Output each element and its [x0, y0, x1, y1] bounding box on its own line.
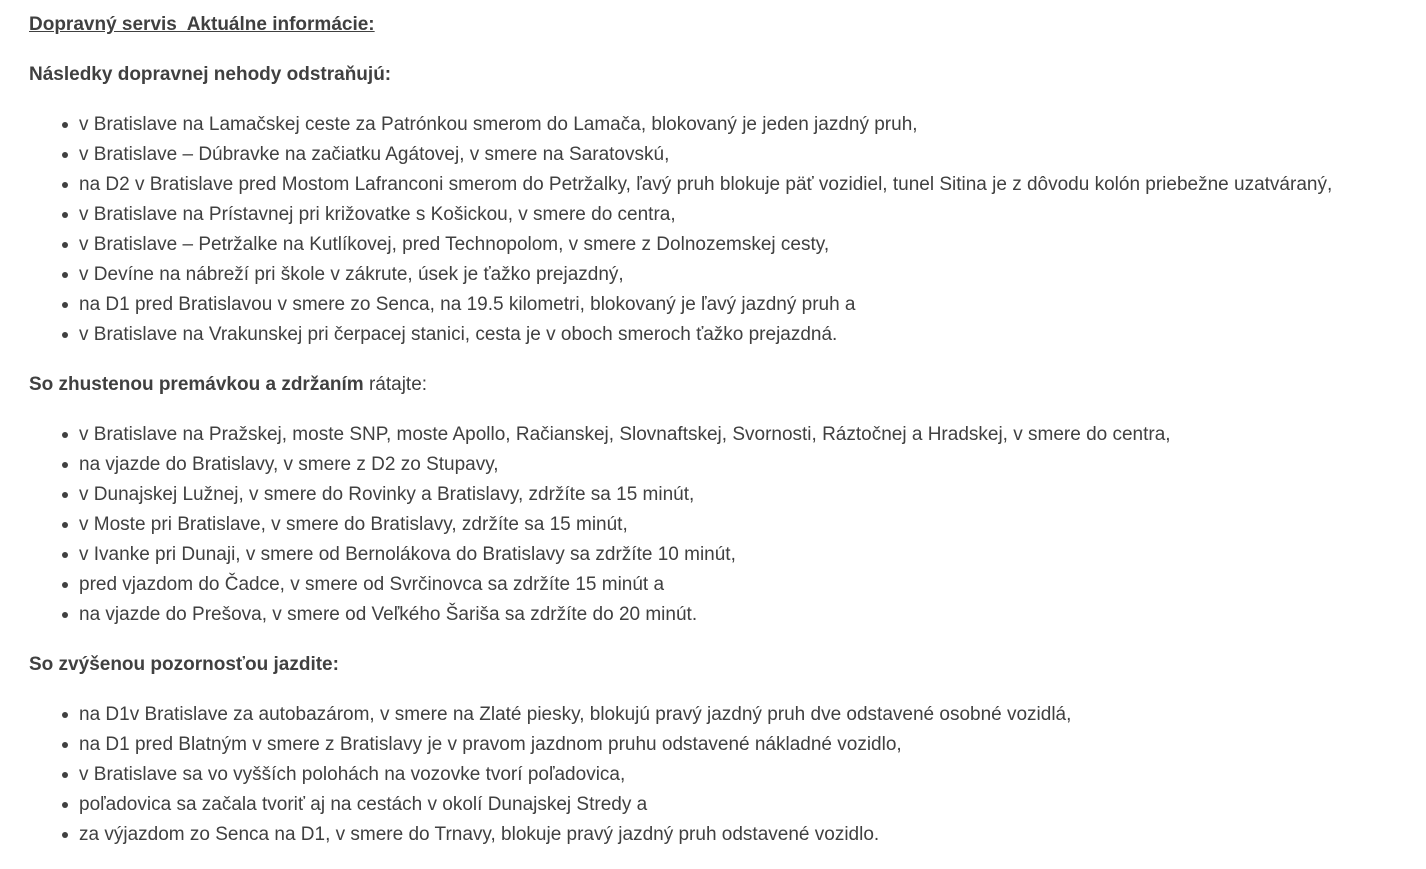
- list-item: [0, 420, 1171, 450]
- list-item: [0, 230, 1332, 260]
- bullet-icon: [62, 712, 68, 718]
- list-item-text: v Bratislave na Prístavnej pri križovatke s Košickou, v smere do centra,: [79, 204, 676, 225]
- list-item-text: na vjazde do Bratislavy, v smere z D2 zo Stupavy,: [79, 454, 499, 475]
- list-item-text: na D1v Bratislave za autobazárom, v smere na Zlaté piesky, blokujú pravý jazdný pruh dve odstavené osobné vozidlá,: [79, 704, 1072, 725]
- bullet-icon: [62, 332, 68, 338]
- list-item: [0, 170, 1332, 200]
- list-item-text: na vjazde do Prešova, v smere od Veľkého Šariša sa zdržíte do 20 minút.: [79, 604, 698, 625]
- section-heading-text: So zvýšenou pozornosťou jazdite:: [29, 654, 339, 675]
- bullet-icon: [62, 612, 68, 618]
- list-item-text: za výjazdom zo Senca na D1, v smere do Trnavy, blokuje pravý jazdný pruh odstavené vozidlo.: [79, 824, 880, 845]
- list-item: [0, 730, 1071, 760]
- list-item: [0, 760, 1071, 790]
- accidents-list: [0, 110, 1332, 350]
- bullet-icon: [62, 832, 68, 838]
- list-item: [0, 540, 1171, 570]
- section-heading-congestion: [29, 372, 427, 398]
- list-item-text: poľadovica sa začala tvoriť aj na cestách v okolí Dunajskej Stredy a: [79, 794, 648, 815]
- list-item-text: v Moste pri Bratislave, v smere do Bratislavy, zdržíte sa 15 minút,: [79, 514, 628, 535]
- bullet-icon: [62, 302, 68, 308]
- list-item-text: v Bratislave sa vo vyšších polohách na vozovke tvorí poľadovica,: [79, 764, 626, 785]
- list-item-text: v Bratislave – Dúbravke na začiatku Agátovej, v smere na Saratovskú,: [79, 144, 670, 165]
- section-heading-caution: [29, 652, 339, 678]
- bullet-icon: [62, 462, 68, 468]
- congestion-list: [0, 420, 1171, 630]
- bullet-icon: [62, 742, 68, 748]
- bullet-icon: [62, 122, 68, 128]
- list-item: [0, 700, 1071, 730]
- bullet-icon: [62, 212, 68, 218]
- bullet-icon: [62, 242, 68, 248]
- bullet-icon: [62, 772, 68, 778]
- bullet-icon: [62, 582, 68, 588]
- bullet-icon: [62, 492, 68, 498]
- list-item: [0, 600, 1171, 630]
- list-item: [0, 510, 1171, 540]
- list-item-text: v Bratislave na Vrakunskej pri čerpacej stanici, cesta je v oboch smeroch ťažko prejazdná.: [79, 324, 838, 345]
- list-item: [0, 570, 1171, 600]
- list-item: [0, 290, 1332, 320]
- list-item-text: pred vjazdom do Čadce, v smere od Svrčinovca sa zdržíte 15 minút a: [79, 574, 665, 595]
- page-title: Dopravný servis Aktuálne informácie:: [29, 14, 375, 35]
- list-item-text: v Dunajskej Lužnej, v smere do Rovinky a Bratislavy, zdržíte sa 15 minút,: [79, 484, 695, 505]
- list-item: [0, 200, 1332, 230]
- section-heading-suffix: rátajte:: [363, 374, 428, 395]
- list-item: [0, 480, 1171, 510]
- bullet-icon: [62, 152, 68, 158]
- list-item: [0, 110, 1332, 140]
- list-item-text: v Bratislave na Lamačskej ceste za Patrónkou smerom do Lamača, blokovaný je jeden jazdný pruh,: [79, 114, 918, 135]
- section-heading-text: Následky dopravnej nehody odstraňujú:: [29, 64, 392, 85]
- list-item-text: na D2 v Bratislave pred Mostom Lafranconi smerom do Petržalky, ľavý pruh blokuje päť vozidiel, tunel Sitina je z dôvodu kolón priebežne uzatváraný,: [79, 174, 1333, 195]
- bullet-icon: [62, 802, 68, 808]
- section-heading-text: So zhustenou premávkou a zdržaním: [29, 374, 364, 395]
- list-item: [0, 450, 1171, 480]
- list-item-text: na D1 pred Blatným v smere z Bratislavy je v pravom jazdnom pruhu odstavené nákladné vozidlo,: [79, 734, 902, 755]
- caution-list: [0, 700, 1071, 850]
- bullet-icon: [62, 432, 68, 438]
- bullet-icon: [62, 182, 68, 188]
- list-item: [0, 320, 1332, 350]
- list-item-text: v Devíne na nábreží pri škole v zákrute, úsek je ťažko prejazdný,: [79, 264, 624, 285]
- section-heading-accidents: [29, 62, 391, 88]
- list-item: [0, 820, 1071, 850]
- list-item-text: v Ivanke pri Dunaji, v smere od Bernolákova do Bratislavy sa zdržíte 10 minút,: [79, 544, 736, 565]
- list-item-text: v Bratislave – Petržalke na Kutlíkovej, pred Technopolom, v smere z Dolnozemskej cesty,: [79, 234, 830, 255]
- list-item-text: na D1 pred Bratislavou v smere zo Senca, na 19.5 kilometri, blokovaný je ľavý jazdný pruh a: [79, 294, 856, 315]
- list-item-text: v Bratislave na Pražskej, moste SNP, moste Apollo, Račianskej, Slovnaftskej, Svornosti, Ráztočnej a Hradskej, v smere do centra,: [79, 424, 1171, 445]
- list-item: [0, 790, 1071, 820]
- bullet-icon: [62, 522, 68, 528]
- list-item: [0, 140, 1332, 170]
- bullet-icon: [62, 552, 68, 558]
- bullet-icon: [62, 272, 68, 278]
- list-item: [0, 260, 1332, 290]
